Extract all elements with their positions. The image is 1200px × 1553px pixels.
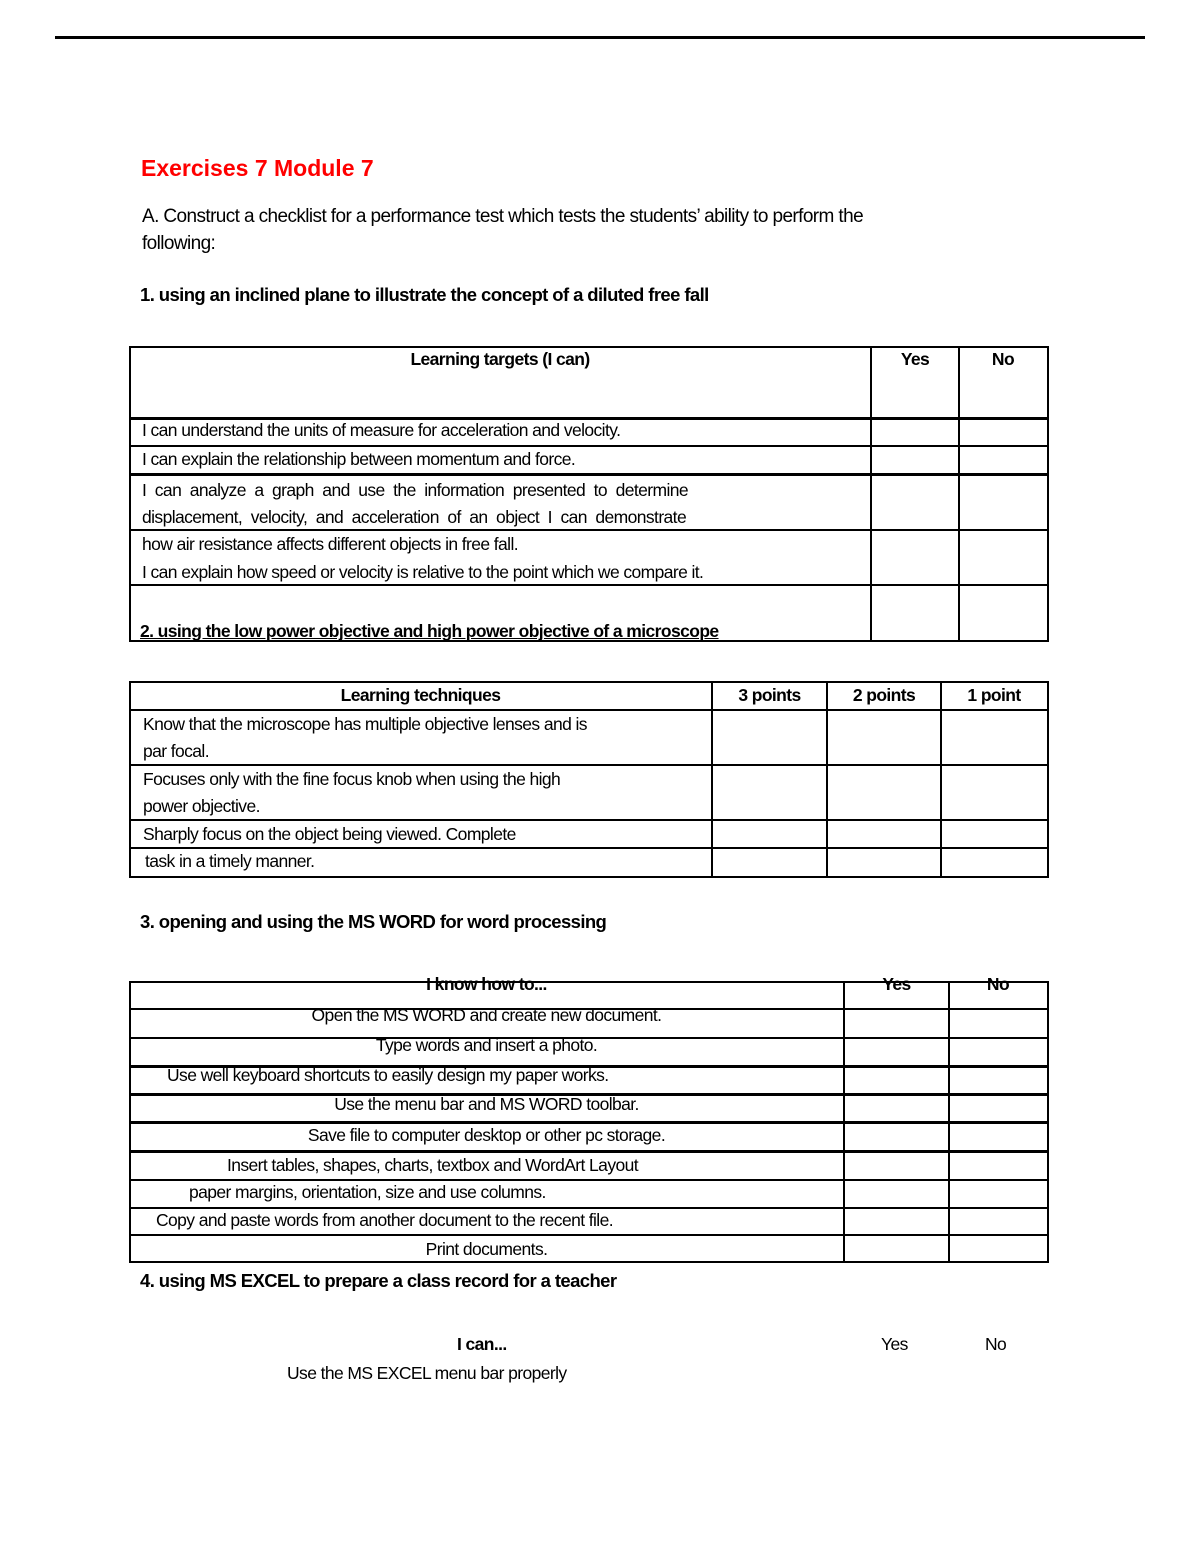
table3-header-no: No — [986, 974, 1010, 994]
table2-header-2pts: 2 points — [852, 685, 916, 705]
table3-row: Save file to computer desktop or other pc storage. — [307, 1125, 666, 1145]
table3-row: Use well keyboard shortcuts to easily design my paper works. — [167, 1065, 609, 1085]
table2-row: task in a timely manner. — [145, 851, 315, 871]
table3-row: Print documents. — [425, 1239, 548, 1259]
table1-row: I can analyze a graph and use the information presented to determine — [142, 480, 689, 500]
table2-header-techniques: Learning techniques — [340, 685, 501, 705]
section-4-heading: 4. using MS EXCEL to prepare a class record for a teacher — [140, 1270, 617, 1291]
section-1-heading: 1. using an inclined plane to illustrate the concept of a diluted free fall — [140, 284, 709, 305]
intro-line-2: following: — [142, 233, 216, 254]
table2-row: Sharply focus on the object being viewed. Complete — [143, 824, 516, 844]
table3-row: Insert tables, shapes, charts, textbox and WordArt Layout — [227, 1155, 638, 1175]
section-2-heading: 2. using the low power objective and high power objective of a microscope — [140, 621, 719, 641]
header-rule — [55, 36, 1145, 39]
table1-header-targets: Learning targets (I can) — [410, 349, 590, 369]
table2-row: Know that the microscope has multiple objective lenses and is — [143, 714, 587, 734]
table3-row: Copy and paste words from another document to the recent file. — [156, 1210, 613, 1230]
table3-row: Open the MS WORD and create new document. — [311, 1005, 662, 1025]
table1-header-no: No — [991, 349, 1015, 369]
table2-header-1pt: 1 point — [967, 685, 1021, 705]
table1-row: I can explain the relationship between momentum and force. — [142, 449, 576, 469]
table3-header-know-how: I know how to... — [426, 974, 547, 994]
table2-header-3pts: 3 points — [738, 685, 801, 705]
table1-row: I can understand the units of measure for acceleration and velocity. — [142, 420, 621, 440]
section-3-heading: 3. opening and using the MS WORD for word processing — [140, 911, 607, 932]
table2-row: par focal. — [143, 741, 209, 761]
table2-row: power objective. — [143, 796, 260, 816]
table4-header-yes: Yes — [881, 1334, 908, 1354]
table4-header-i-can: I can... — [457, 1334, 507, 1354]
table3-row: paper margins, orientation, size and use columns. — [189, 1182, 546, 1202]
intro-line-1: A. Construct a checklist for a performance test which tests the students’ ability to perform the — [142, 206, 864, 227]
table4-header-no: No — [985, 1334, 1007, 1354]
table3-row: Use the menu bar and MS WORD toolbar. — [334, 1094, 639, 1114]
table2-row: Focuses only with the fine focus knob when using the high — [143, 769, 561, 789]
table3-header-yes: Yes — [882, 974, 911, 994]
table1-header-yes: Yes — [900, 349, 930, 369]
table1-row: I can explain how speed or velocity is relative to the point which we compare it. — [142, 562, 704, 582]
table3-row: Type words and insert a photo. — [375, 1035, 598, 1055]
page-title: Exercises 7 Module 7 — [141, 155, 374, 181]
table4-row: Use the MS EXCEL menu bar properly — [287, 1363, 567, 1383]
table1-row: displacement, velocity, and acceleration of an object I can demonstrate — [142, 507, 687, 527]
table1-row: how air resistance affects different objects in free fall. — [142, 534, 519, 554]
